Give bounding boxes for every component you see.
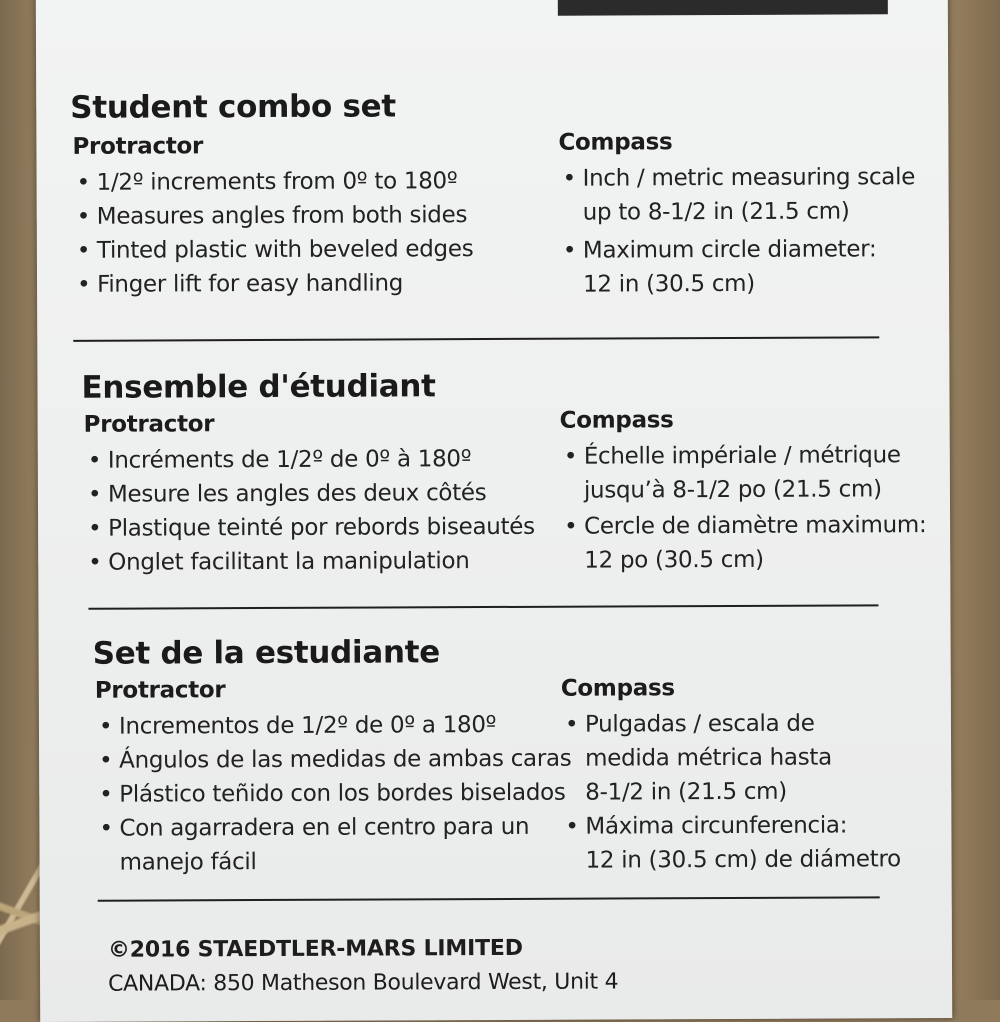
copyright-notice: ©2016 STAEDTLER-MARS LIMITED bbox=[107, 935, 523, 963]
list-item: • Ángulos de las medidas de ambas caras bbox=[95, 742, 571, 778]
compass-column-english bbox=[558, 128, 915, 302]
list-item-line: Con agarradera en el centro para un bbox=[119, 813, 530, 842]
list-item bbox=[95, 810, 572, 880]
list-item-line: 12 in (30.5 cm) bbox=[582, 270, 755, 298]
protractor-column-english bbox=[72, 132, 473, 302]
list-item-line: Pulgadas / escala de bbox=[584, 710, 815, 738]
list-item-line: 12 po (30.5 cm) bbox=[584, 546, 764, 574]
section-title-english: Student combo set bbox=[70, 88, 396, 126]
list-item: • Measures angles from both sides bbox=[73, 198, 474, 234]
divider-line bbox=[73, 336, 879, 342]
protractor-column-french bbox=[84, 410, 535, 580]
list-item bbox=[561, 706, 901, 809]
list-item-line: Máxima circunferencia: bbox=[585, 812, 848, 840]
list-item: • Plastique teinté por rebords biseautés bbox=[84, 510, 535, 546]
divider-line bbox=[88, 604, 878, 609]
section-title-spanish: Set de la estudiante bbox=[92, 634, 441, 672]
instruction-card bbox=[36, 0, 952, 1022]
list-item bbox=[560, 508, 927, 578]
list-item-line: 8-1/2 in (21.5 cm) bbox=[585, 778, 787, 806]
compass-heading: Compass bbox=[558, 129, 673, 156]
list-item: • Onglet facilitant la manipulation bbox=[84, 544, 535, 580]
list-item bbox=[559, 160, 916, 230]
list-item-line: 12 in (30.5 cm) de diámetro bbox=[585, 846, 901, 874]
list-item-line: medida métrica hasta bbox=[585, 744, 832, 772]
section-french bbox=[81, 368, 435, 406]
section-title-french: Ensemble d'étudiant bbox=[81, 368, 436, 406]
divider-line bbox=[98, 896, 880, 901]
section-english bbox=[70, 88, 396, 125]
list-item-line: Cercle de diamètre maximum: bbox=[584, 512, 927, 540]
list-item: • Plástico teñido con los bordes biselados bbox=[95, 776, 571, 812]
protractor-column-spanish bbox=[95, 676, 572, 880]
list-item-line: up to 8-1/2 in (21.5 cm) bbox=[582, 198, 850, 226]
list-item: • Incrementos de 1/2º de 0º a 180º bbox=[95, 708, 571, 744]
protractor-heading: Protractor bbox=[83, 411, 215, 438]
list-item-line: manejo fácil bbox=[119, 849, 257, 876]
section-spanish bbox=[93, 634, 440, 672]
list-item: • Tinted plastic with beveled edges bbox=[73, 232, 474, 268]
list-item bbox=[561, 808, 901, 877]
compass-column-spanish bbox=[561, 674, 901, 877]
list-item: • Finger lift for easy handling bbox=[73, 266, 474, 302]
protractor-heading: Protractor bbox=[94, 677, 226, 704]
list-item bbox=[560, 438, 927, 508]
compass-column-french bbox=[560, 406, 927, 578]
list-item-line: Inch / metric measuring scale bbox=[582, 164, 916, 192]
list-item: • 1/2º increments from 0º to 180º bbox=[73, 164, 474, 200]
list-item-line: Maximum circle diameter: bbox=[582, 236, 877, 264]
list-item-line: Échelle impériale / métrique bbox=[583, 442, 901, 470]
compass-heading: Compass bbox=[560, 675, 675, 702]
protractor-heading: Protractor bbox=[72, 133, 204, 160]
black-label-strip bbox=[558, 0, 888, 16]
list-item: • Mesure les angles des deux côtés bbox=[84, 476, 535, 512]
list-item-line: jusqu’à 8-1/2 po (21.5 cm) bbox=[583, 476, 882, 504]
list-item: • Incréments de 1/2º de 0º à 180º bbox=[84, 442, 535, 478]
company-address: CANADA: 850 Matheson Boulevard West, Unit 4 bbox=[108, 969, 619, 997]
compass-heading: Compass bbox=[559, 407, 674, 434]
list-item bbox=[559, 232, 916, 302]
